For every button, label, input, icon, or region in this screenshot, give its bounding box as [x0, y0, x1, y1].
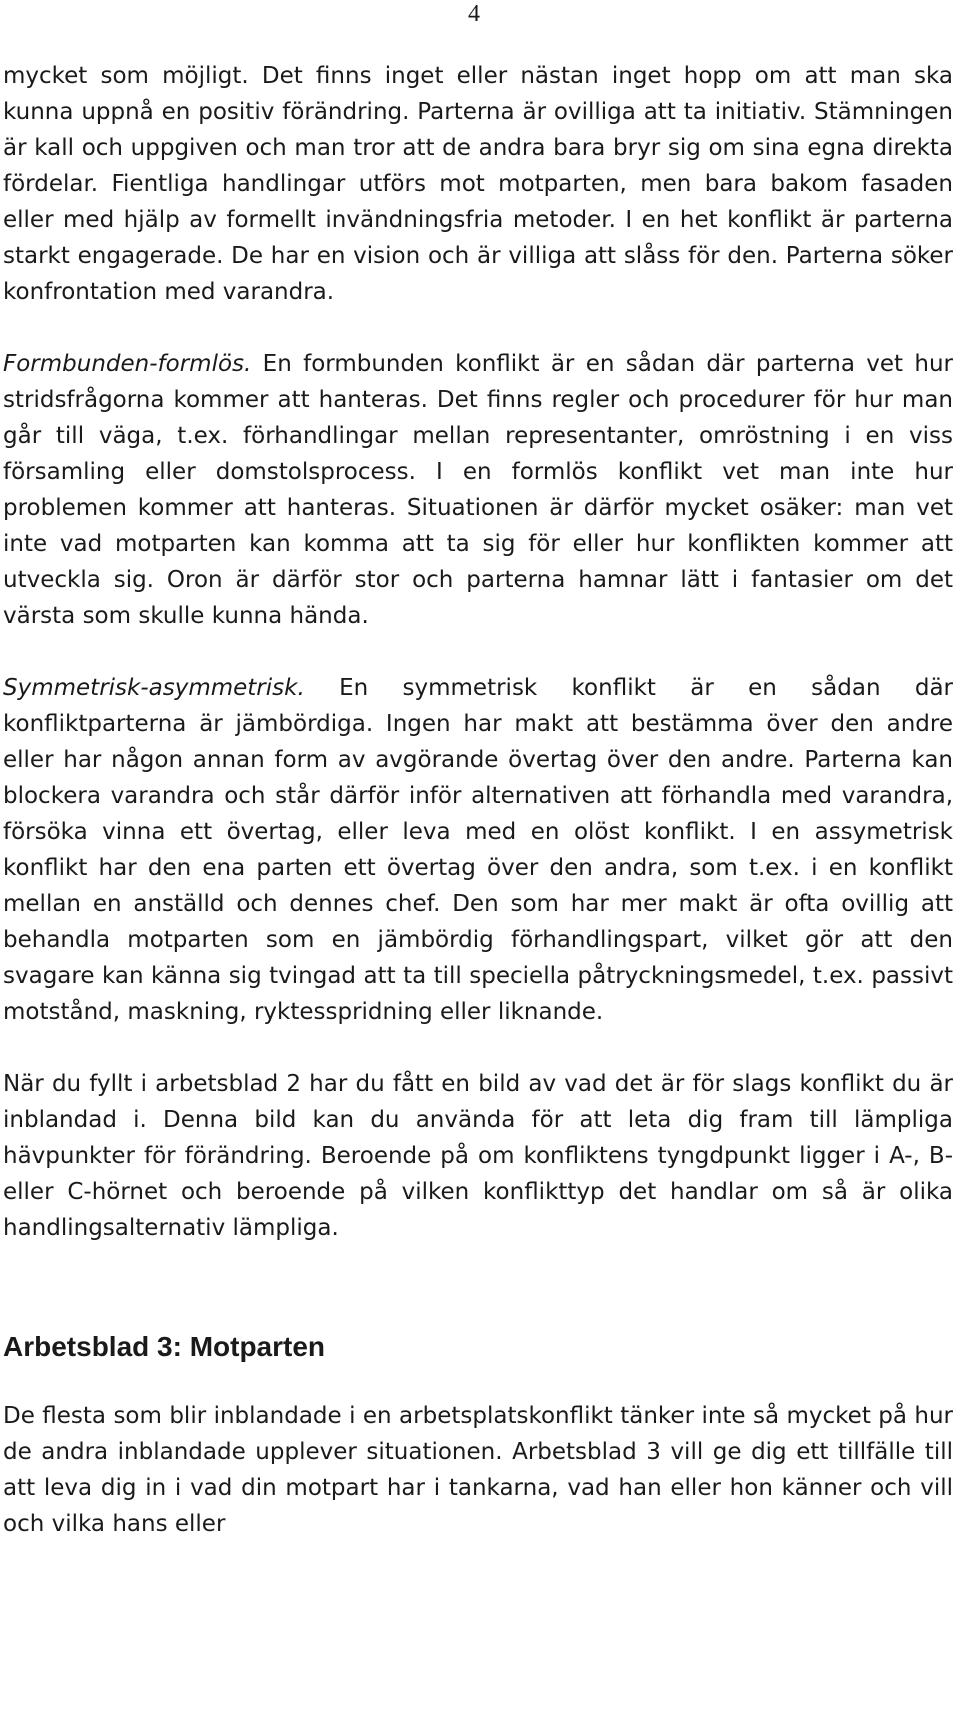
paragraph-motparten: De flesta som blir inblandade i en arbetsplatskonflikt tänker inte så mycket på hur de andra inblandade upplever situationen. Arbetsblad 3 vill ge dig ett tillfälle till att leva dig in i vad din motpart har i tankarna, vad han eller hon känner och vill och vilka hans eller: [3, 1403, 953, 1537]
paragraph-summary: När du fyllt i arbetsblad 2 har du fått en bild av vad det är för slags konflikt du är inblandad i. Denna bild kan du använda för att leta dig fram till lämpliga hävpunkter för förändring. Beroende på om konfliktens tyngdpunkt ligger i A-, B- eller C-hörnet och beroende på vilken konflikttyp det handlar om så är olika handlingsalternativ lämpliga.: [3, 1071, 953, 1241]
paragraph-formbunden-text: En formbunden konflikt är en sådan där parterna vet hur stridsfrågorna kommer att hanteras. Det finns regler och procedurer för hur man går till väga, t.ex. förhandlingar mellan representanter, omröstning i en viss församling eller domstolsprocess. I en formlös konflikt vet man inte hur problemen kommer att hanteras. Situationen är därför mycket osäker: man vet inte vad motparten kan komma att ta sig för eller hur konflikten kommer att utveckla sig. Oron är därför stor och parterna hamnar lätt i fantasier om det värsta som skulle kunna hända.: [3, 351, 953, 629]
paragraph-formbunden: [3, 346, 953, 634]
term-formbunden: Formbunden-formlös.: [3, 351, 252, 377]
paragraph-symmetrisk: [3, 670, 953, 1030]
paragraph-symmetrisk-text: En symmetrisk konflikt är en sådan där konfliktparterna är jämbördiga. Ingen har makt att bestämma över den andre eller har någon annan form av avgörande övertag över den andre. Parterna kan blockera varandra och står därför inför alternativen att förhandla med varandra, försöka vinna ett övertag, eller leva med en olöst konflikt. I en assymetrisk konflikt har den ena parten ett övertag över den andra, som t.ex. i en konflikt mellan en anställd och dennes chef. Den som har mer makt är ofta ovillig att behandla motparten som en jämbördig förhandlingspart, vilket gör att den svagare kan känna sig tvingad att ta till speciella påtryckningsmedel, t.ex. passivt motstånd, maskning, ryktesspridning eller liknande.: [3, 675, 953, 1025]
section-heading: Arbetsblad 3: Motparten: [3, 1331, 326, 1362]
page-number: 4: [468, 1, 480, 27]
term-symmetrisk: Symmetrisk-asymmetrisk.: [3, 675, 305, 701]
document-body: [3, 58, 953, 1542]
paragraph-intro: mycket som möjligt. Det finns inget eller nästan inget hopp om att man ska kunna uppnå en positiv förändring. Parterna är ovilliga att ta initiativ. Stämningen är kall och uppgiven och man tror att de andra bara bryr sig om sina egna direkta fördelar. Fientliga handlingar utförs mot motparten, men bara bakom fasaden eller med hjälp av formellt invändningsfria metoder. I en het konflikt är parterna starkt engagerade. De har en vision och är villiga att slåss för den. Parterna söker konfrontation med varandra.: [3, 63, 953, 305]
